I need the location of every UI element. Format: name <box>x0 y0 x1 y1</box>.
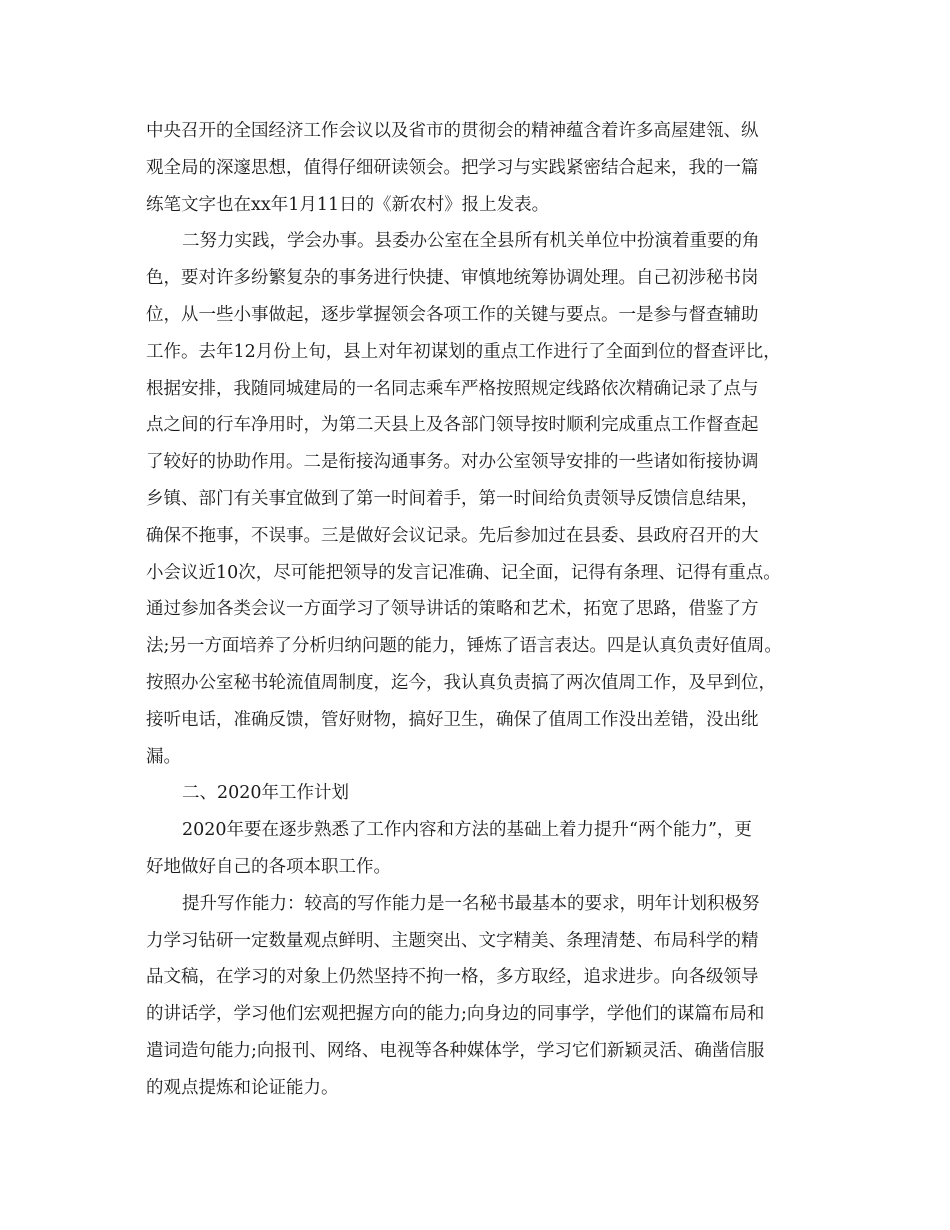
text-line: 好地做好自己的各项本职工作。 <box>146 856 391 877</box>
text-line: 法;另一方面培养了分析归纳问题的能力，锤炼了语言表达。四是认真负责好值周。 <box>146 636 782 657</box>
text-line: 练笔文字也在xx年1月11日的《新农村》报上发表。 <box>146 194 550 215</box>
text-line: 位，从一些小事做起，逐步掌握领会各项工作的关键与要点。一是参与督查辅助 <box>146 304 759 325</box>
text-line: 乡镇、部门有关事宜做到了第一时间着手，第一时间给负责领导反馈信息结果， <box>146 488 759 509</box>
text-line: 的讲话学，学习他们宏观把握方向的能力;向身边的同事学，学他们的谋篇布局和 <box>146 1004 765 1025</box>
text-line: 点之间的行车净用时，为第二天县上及各部门领导按时顺利完成重点工作督查起 <box>146 415 759 436</box>
text-line: 根据安排，我随同城建局的一名同志乘车严格按照规定线路依次精确记录了点与 <box>146 378 759 399</box>
text-line: 了较好的协助作用。二是衔接沟通事务。对办公室领导安排的一些诸如衔接协调 <box>146 452 759 473</box>
text-line: 观全局的深邃思想，值得仔细研读领会。把学习与实践紧密结合起来，我的一篇 <box>146 157 759 178</box>
text-line: 接听电话，准确反馈，管好财物，搞好卫生，确保了值周工作没出差错，没出纰 <box>146 709 759 730</box>
paragraph-start-line: 2020年要在逐步熟悉了工作内容和方法的基础上着力提升“两个能力”，更 <box>182 820 752 841</box>
text-line: 确保不拖事，不误事。三是做好会议记录。先后参加过在县委、县政府召开的大 <box>146 525 759 546</box>
text-line: 通过参加各类会议一方面学习了领导讲话的策略和艺术，拓宽了思路，借鉴了方 <box>146 599 759 620</box>
text-line: 遣词造句能力;向报刊、网络、电视等各种媒体学，学习它们新颖灵活、确凿信服 <box>146 1040 765 1061</box>
text-line: 的观点提炼和论证能力。 <box>146 1077 339 1098</box>
text-line: 漏。 <box>146 746 181 767</box>
text-line: 力学习钻研一定数量观点鲜明、主题突出、文字精美、条理清楚、布局科学的精 <box>146 930 759 951</box>
text-line: 小会议近10次，尽可能把领导的发言记准确、记全面，记得有条理、记得有重点。 <box>146 562 781 583</box>
text-line: 品文稿，在学习的对象上仍然坚持不拘一格，多方取经，追求进步。向各级领导 <box>146 967 759 988</box>
paragraph-start-line: 二努力实践，学会办事。县委办公室在全县所有机关单位中扮演着重要的角 <box>182 231 760 252</box>
document-body <box>146 113 836 1107</box>
text-line: 工作。去年12月份上旬，县上对年初谋划的重点工作进行了全面到位的督查评比， <box>146 341 781 362</box>
text-line: 中央召开的全国经济工作会议以及省市的贯彻会的精神蕴含着许多高屋建瓴、纵 <box>146 121 759 141</box>
section-heading: 二、2020年工作计划 <box>182 783 350 804</box>
text-line: 色，要对许多纷繁复杂的事务进行快捷、审慎地统筹协调处理。自己初涉秘书岗 <box>146 268 759 289</box>
text-line: 按照办公室秘书轮流值周制度，迄今，我认真负责搞了两次值周工作，及早到位， <box>146 672 776 693</box>
paragraph-start-line: 提升写作能力：较高的写作能力是一名秘书最基本的要求，明年计划积极努 <box>182 893 760 914</box>
